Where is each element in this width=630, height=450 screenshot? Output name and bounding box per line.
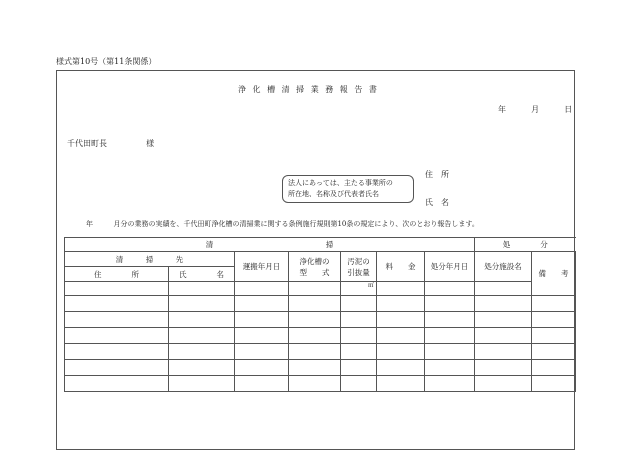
- tank-type-line1: 浄化槽の: [299, 256, 330, 266]
- sludge-unit-cell: ㎥: [341, 282, 377, 296]
- table-row: [65, 282, 576, 296]
- header-disposal: 処 分: [475, 238, 576, 252]
- table-cell: [377, 282, 425, 296]
- table-cell: [169, 282, 235, 296]
- report-table: [64, 237, 576, 392]
- date-year: 年: [498, 105, 506, 114]
- date-month: 月: [531, 105, 540, 114]
- date-line: [498, 104, 572, 115]
- header-address: 住 所: [65, 267, 169, 282]
- table-row: [65, 296, 576, 312]
- addressee-honorific: 様: [146, 139, 155, 148]
- table-row: [65, 312, 576, 328]
- table-cell: [425, 282, 475, 296]
- header-remarks: 備 考: [532, 252, 576, 296]
- report-statement: [86, 219, 479, 229]
- reporter-name-label: 氏 名: [425, 198, 449, 207]
- table-cell: [65, 282, 169, 296]
- table-cell: [289, 282, 341, 296]
- header-cleaning-target: 清 掃 先: [65, 252, 235, 267]
- corporate-note-line2: 所在地、名称及び代表者氏名: [288, 190, 379, 198]
- form-number: 様式第10号（第11条関係）: [56, 57, 157, 66]
- table-row: [65, 376, 576, 392]
- reporter-address-label: 住 所: [425, 170, 449, 179]
- corporate-note-line1: 法人にあっては、主たる事業所の: [288, 179, 393, 187]
- table-cell: [475, 282, 532, 296]
- addressee: [67, 138, 154, 149]
- header-sludge: [341, 252, 377, 282]
- date-day: 日: [564, 105, 573, 114]
- form-title: 浄 化 槽 清 掃 業 務 報 告 書: [238, 85, 379, 94]
- addressee-name: 千代田町長: [67, 139, 107, 148]
- tank-type-line2: 型 式: [299, 267, 330, 277]
- table-cell: [235, 282, 289, 296]
- table-row: [65, 328, 576, 344]
- header-name: 氏 名: [169, 267, 235, 282]
- header-disposal-date: 処分年月日: [425, 252, 475, 282]
- table-row: [65, 360, 576, 376]
- header-fee: 料 金: [377, 252, 425, 282]
- sludge-line1: 汚泥の: [347, 256, 370, 266]
- header-tank-type: [289, 252, 341, 282]
- header-cleaning: 清 掃: [65, 238, 475, 252]
- table-row: [65, 344, 576, 360]
- header-disposal-facility: 処分施設名: [475, 252, 532, 282]
- statement-text: 月分の業務の実績を、千代田町浄化槽の清掃業に関する条例施行規則第10条の規定により、次のとおり報告します。: [113, 220, 479, 228]
- sludge-line2: 引抜量: [347, 267, 370, 277]
- header-transport-date: 運搬年月日: [235, 252, 289, 282]
- statement-year: 年: [86, 220, 93, 228]
